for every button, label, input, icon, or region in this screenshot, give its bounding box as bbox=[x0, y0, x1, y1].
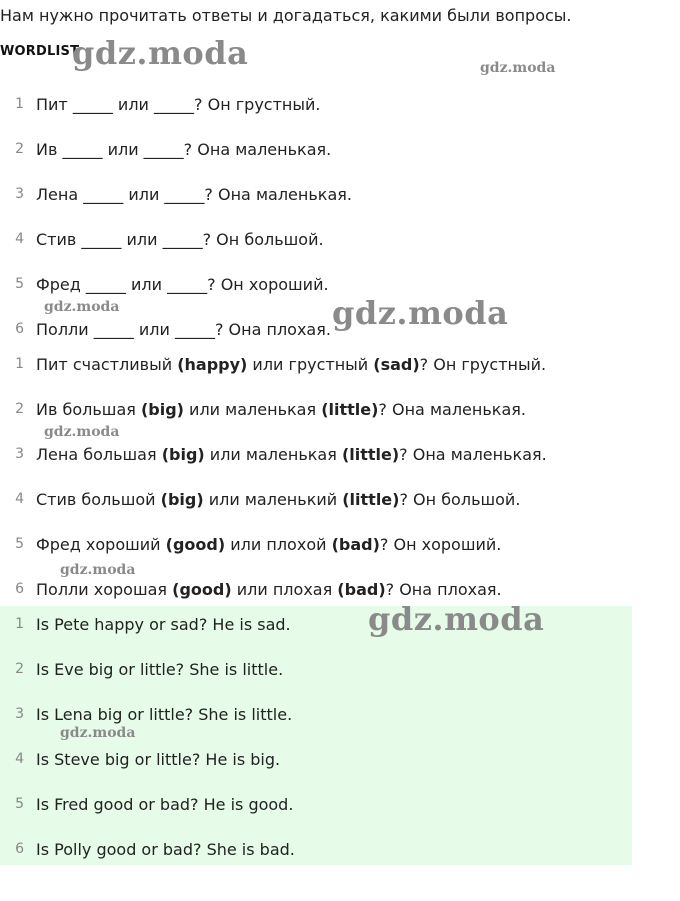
list-item bbox=[0, 532, 501, 556]
item-text: Ив большая (big) или маленькая (little)? Она маленькая. bbox=[36, 399, 526, 419]
wordlist-label: WORDLIST bbox=[0, 44, 80, 59]
english-hint: (big) bbox=[140, 399, 184, 419]
list-item bbox=[0, 92, 320, 116]
item-number: 6 bbox=[15, 321, 24, 337]
item-number: 3 bbox=[15, 446, 24, 462]
item-number: 4 bbox=[15, 231, 24, 247]
item-text: Полли _____ или _____? Она плохая. bbox=[36, 319, 331, 339]
item-text: Фред хороший (good) или плохой (bad)? Он хороший. bbox=[36, 534, 502, 554]
watermark: gdz.moda bbox=[44, 424, 120, 440]
list-item bbox=[0, 487, 520, 511]
english-hint: (big) bbox=[161, 444, 205, 464]
list-item bbox=[0, 272, 329, 296]
list-item bbox=[0, 702, 292, 726]
list-item bbox=[0, 747, 280, 771]
item-text: Is Eve big or little? She is little. bbox=[36, 659, 284, 679]
item-number: 5 bbox=[15, 536, 24, 552]
english-hint: (good) bbox=[165, 534, 226, 554]
watermark: gdz.moda bbox=[480, 60, 556, 76]
english-hint: (little) bbox=[342, 489, 400, 509]
list-item bbox=[0, 577, 502, 601]
watermark: gdz.moda bbox=[332, 294, 509, 332]
english-hint: (big) bbox=[160, 489, 204, 509]
list-item bbox=[0, 227, 324, 251]
item-text: Полли хорошая (good) или плохая (bad)? Она плохая. bbox=[36, 579, 502, 599]
english-hint: (bad) bbox=[337, 579, 386, 599]
item-number: 2 bbox=[15, 141, 24, 157]
item-number: 6 bbox=[15, 841, 24, 857]
item-number: 2 bbox=[15, 401, 24, 417]
list-item bbox=[0, 182, 352, 206]
item-text: Лена большая (big) или маленькая (little)? Она маленькая. bbox=[36, 444, 547, 464]
list-item bbox=[0, 137, 331, 161]
item-number: 5 bbox=[15, 276, 24, 292]
item-number: 3 bbox=[15, 706, 24, 722]
item-number: 4 bbox=[15, 751, 24, 767]
list-item bbox=[0, 792, 293, 816]
english-hint: (little) bbox=[321, 399, 379, 419]
item-number: 5 bbox=[15, 796, 24, 812]
english-hint: (little) bbox=[341, 444, 400, 464]
watermark: gdz.moda bbox=[44, 299, 120, 315]
list-item bbox=[0, 442, 547, 466]
item-text: Is Steve big or little? He is big. bbox=[36, 749, 281, 769]
list-item bbox=[0, 837, 295, 861]
item-text: Ив _____ или _____? Она маленькая. bbox=[36, 139, 332, 159]
item-text: Стив большой (big) или маленький (little)? Он большой. bbox=[36, 489, 521, 509]
item-number: 6 bbox=[15, 581, 24, 597]
item-text: Лена _____ или _____? Она маленькая. bbox=[36, 184, 352, 204]
item-text: Фред _____ или _____? Он хороший. bbox=[36, 274, 329, 294]
item-number: 3 bbox=[15, 186, 24, 202]
watermark: gdz.moda bbox=[60, 725, 136, 741]
list-item bbox=[0, 397, 526, 421]
item-number: 1 bbox=[15, 356, 24, 372]
item-text: Is Polly good or bad? She is bad. bbox=[36, 839, 295, 859]
list-item bbox=[0, 612, 291, 636]
item-number: 4 bbox=[15, 491, 24, 507]
english-hint: (bad) bbox=[331, 534, 380, 554]
item-number: 1 bbox=[15, 616, 24, 632]
watermark: gdz.moda bbox=[368, 600, 545, 638]
list-item bbox=[0, 317, 331, 341]
item-text: Is Fred good or bad? He is good. bbox=[36, 794, 294, 814]
list-item bbox=[0, 657, 283, 681]
item-number: 2 bbox=[15, 661, 24, 677]
item-text: Пит счастливый (happy) или грустный (sad)? Он грустный. bbox=[36, 354, 547, 374]
item-number: 1 bbox=[15, 96, 24, 112]
list-item bbox=[0, 352, 546, 376]
english-hint: (sad) bbox=[373, 354, 420, 374]
watermark: gdz.moda bbox=[60, 562, 136, 578]
item-text: Пит _____ или _____? Он грустный. bbox=[36, 94, 321, 114]
item-text: Is Pete happy or sad? He is sad. bbox=[36, 614, 291, 634]
english-hint: (happy) bbox=[177, 354, 248, 374]
intro-text: Нам нужно прочитать ответы и догадаться, какими были вопросы. bbox=[0, 6, 572, 25]
item-text: Is Lena big or little? She is little. bbox=[36, 704, 293, 724]
watermark: gdz.moda bbox=[72, 34, 249, 72]
english-hint: (good) bbox=[172, 579, 232, 599]
english-answers bbox=[0, 606, 632, 865]
item-text: Стив _____ или _____? Он большой. bbox=[36, 229, 324, 249]
